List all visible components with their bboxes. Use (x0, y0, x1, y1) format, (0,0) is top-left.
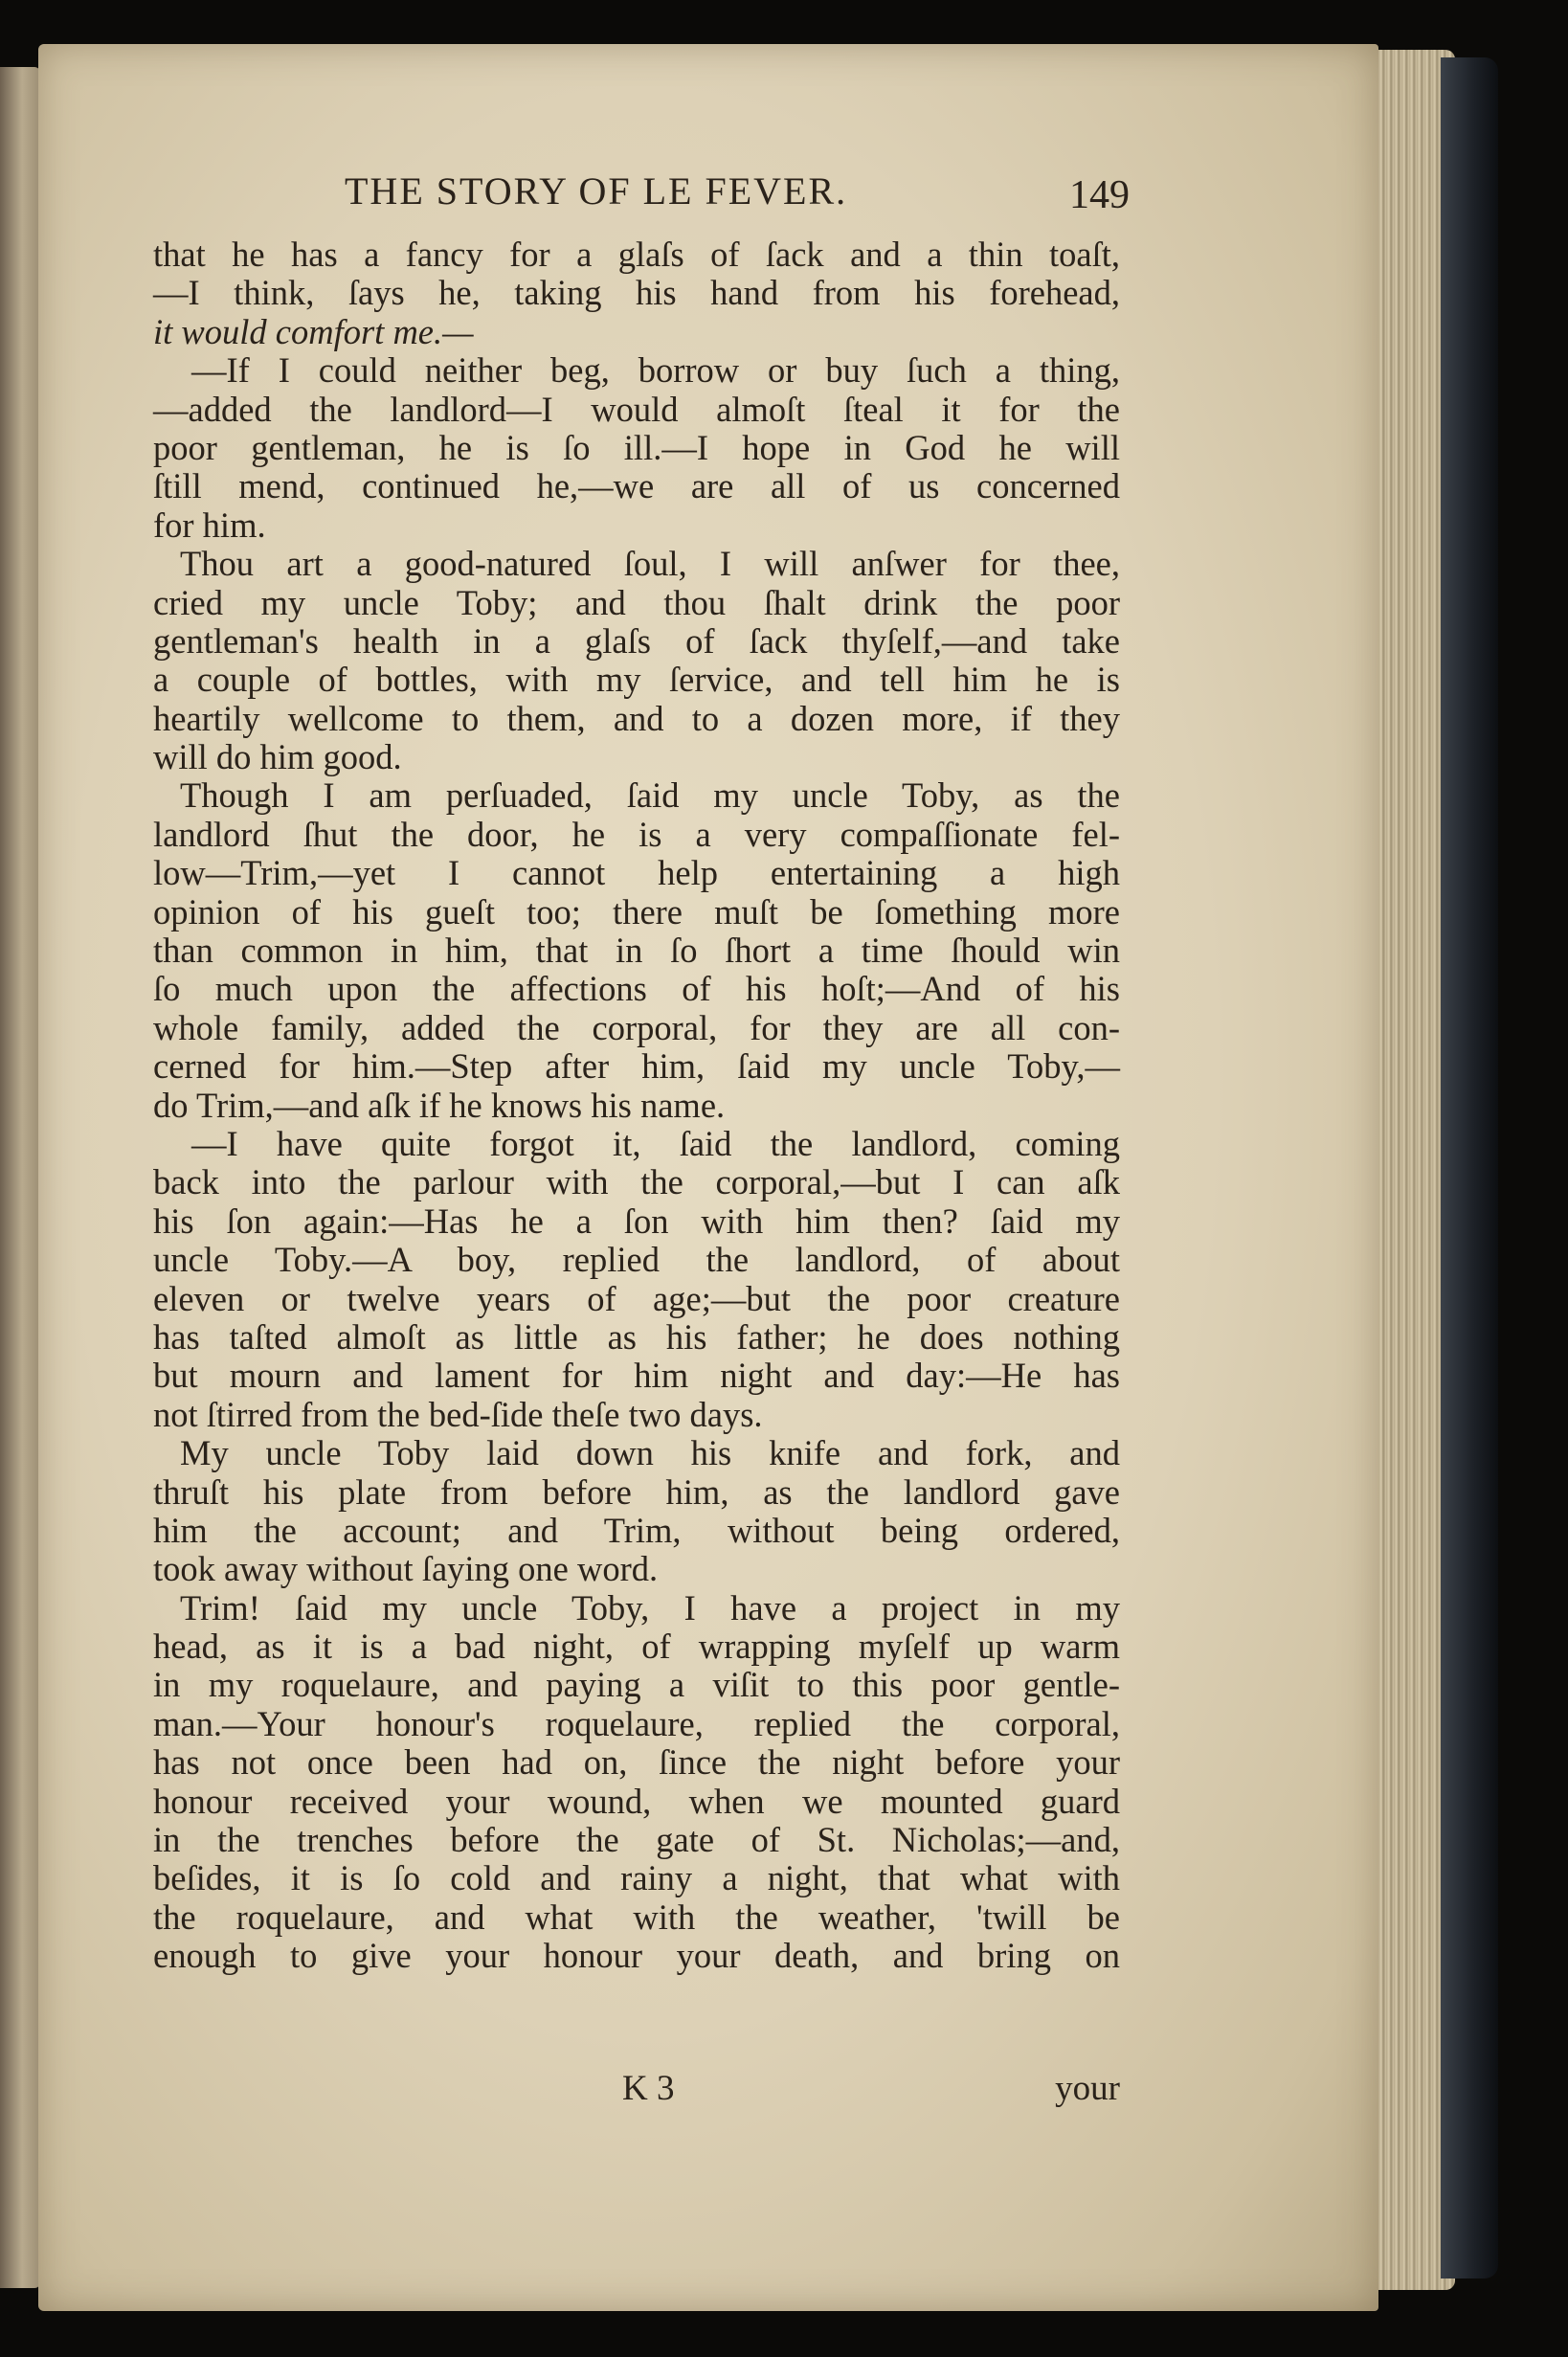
text-line: —I think, ſays he, taking his hand from his forehead, (153, 273, 1120, 313)
text-line: uncle Toby.—A boy, replied the landlord, of about (153, 1240, 1120, 1280)
text-line: heartily wellcome to them, and to a dozen more, if they (153, 698, 1120, 738)
text-line: a couple of bottles, with my ſervice, and tell him he is (153, 660, 1120, 700)
text-line: do Trim,—and aſk if he knows his name. (153, 1085, 726, 1125)
text-line: honour received your wound, when we mounted guard (153, 1781, 1120, 1821)
text-line: for him. (153, 505, 266, 545)
signature-mark: K 3 (622, 2069, 675, 2108)
text-line: back into the parlour with the corporal,—but I can aſk (153, 1162, 1120, 1202)
text-line: that he has a fancy for a glaſs of ſack and a thin toaſt, (153, 235, 1120, 274)
text-line: will do him good. (153, 737, 402, 777)
text-line: landlord ſhut the door, he is a very compaſſionate fel- (153, 814, 1120, 854)
text-line: enough to give your honour your death, and bring on (153, 1936, 1120, 1976)
page-number: 149 (1069, 173, 1130, 217)
text-line: in the trenches before the gate of St. Nicholas;—and, (153, 1820, 1120, 1860)
text-line: thruſt his plate from before him, as the landlord gave (153, 1471, 1120, 1512)
text-line: but mourn and lament for him night and day:—He has (153, 1356, 1120, 1396)
text-line: low—Trim,—yet I cannot help entertaining a high (153, 853, 1120, 893)
text-line: Though I am perſuaded, ſaid my uncle Toby, as the (180, 775, 1120, 816)
text-line: ſtill mend, continued he,—we are all of us concerned (153, 466, 1120, 506)
text-line: not ſtirred from the bed-ſide theſe two days. (153, 1394, 763, 1434)
text-line: than common in him, that in ſo ſhort a time ſhould win (153, 931, 1120, 971)
text-line: has taſted almoſt as little as his father; he does nothing (153, 1316, 1120, 1357)
text-line: man.—Your honour's roquelaure, replied the corporal, (153, 1703, 1120, 1743)
text-line: Thou art a good-natured ſoul, I will anſwer for thee, (180, 544, 1120, 584)
text-line: whole family, added the corporal, for they are all con- (153, 1007, 1120, 1047)
text-line: has not once been had on, ſince the night before your (153, 1742, 1120, 1783)
text-line: cried my uncle Toby; and thou ſhalt drink the poor (153, 582, 1120, 622)
text-line: My uncle Toby laid down his knife and fork, and (180, 1433, 1120, 1473)
book-cover (1441, 57, 1498, 2278)
text-line: it would comfort me.— (153, 311, 474, 351)
text-line: poor gentleman, he is ſo ill.—I hope in God he will (153, 427, 1120, 467)
text-line: in my roquelaure, and paying a viſit to this poor gentle- (153, 1665, 1120, 1705)
text-line: took away without ſaying one word. (153, 1549, 659, 1589)
text-line: cerned for him.—Step after him, ſaid my uncle Toby,— (153, 1046, 1120, 1087)
text-line: head, as it is a bad night, of wrapping myſelf up warm (153, 1627, 1120, 1667)
text-line: eleven or twelve years of age;—but the poor creature (153, 1278, 1120, 1318)
catchword: your (1055, 2069, 1120, 2108)
text-line: the roquelaure, and what with the weather, 'twill be (153, 1897, 1120, 1937)
text-line: —I have quite forgot it, ſaid the landlord, coming (191, 1123, 1120, 1163)
running-title: THE STORY OF LE FEVER. (345, 169, 848, 213)
text-line: opinion of his gueſt too; there muſt be ſomething more (153, 891, 1120, 932)
text-line: Trim! ſaid my uncle Toby, I have a project in my (180, 1587, 1120, 1627)
text-line: him the account; and Trim, without being ordered, (153, 1510, 1120, 1550)
text-line: beſides, it is ſo cold and rainy a night, that what with (153, 1858, 1120, 1898)
body-text (153, 236, 1120, 1976)
page-footer (153, 2068, 1120, 2110)
text-line: ſo much upon the affections of his hoſt;—And of his (153, 969, 1120, 1009)
text-line: —added the landlord—I would almoſt ſteal it for the (153, 389, 1120, 429)
facing-page-edge (0, 67, 40, 2288)
text-line: his ſon again:—Has he a ſon with him then? ſaid my (153, 1201, 1120, 1241)
text-line: gentleman's health in a glaſs of ſack thyſelf,—and take (153, 620, 1120, 661)
text-line: —If I could neither beg, borrow or buy ſuch a thing, (191, 350, 1120, 391)
running-head (345, 168, 1130, 216)
